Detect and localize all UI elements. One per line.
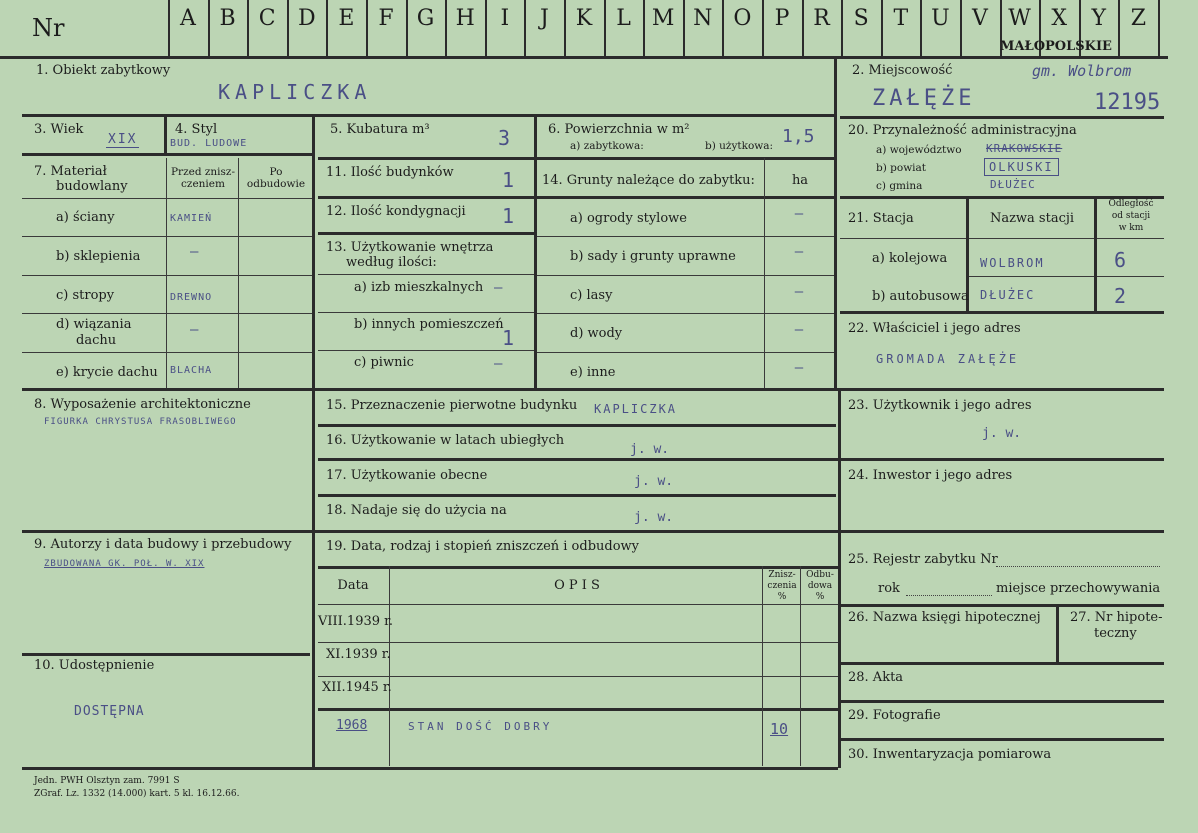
field-14-gardens-value: — (794, 206, 806, 222)
rule (22, 313, 312, 314)
field-11-value: 1 (502, 168, 517, 192)
rule (318, 708, 838, 711)
rule (22, 388, 1164, 391)
index-letter: L (616, 6, 631, 31)
field-20-a-value: KRAKOWSKIE (986, 142, 1063, 155)
field-9-value: ZBUDOWANA GK. POŁ. W. XIX (44, 559, 205, 569)
field-7-roofing-before: BLACHA (170, 365, 213, 376)
field-3-value: XIX (108, 132, 138, 147)
field-7-row-roof-truss: dachu (76, 333, 117, 348)
field-21-bus-name: DŁUŻEC (980, 288, 1036, 302)
field-7-col-after: odbudowie (246, 178, 306, 190)
field-2-number: 12195 (1094, 90, 1161, 115)
rule (0, 56, 1168, 59)
index-letter: S (853, 6, 869, 31)
field-13-label: 13. Użytkowanie wnętrza (326, 240, 494, 255)
rule (1094, 196, 1097, 312)
rule (318, 424, 836, 427)
field-5-label: 5. Kubatura m³ (330, 122, 430, 137)
rule (536, 352, 834, 353)
index-letter: I (500, 6, 510, 31)
field-4-value: BUD. LUDOWE (170, 138, 248, 149)
field-7-col-before: czeniem (181, 178, 225, 190)
rule (22, 653, 310, 656)
field-27-label: 27. Nr hipote- (1070, 610, 1163, 625)
index-letter: E (338, 6, 355, 31)
rule (318, 196, 836, 199)
rule (534, 114, 537, 388)
field-21-col-distance: w km (1118, 223, 1144, 233)
field-15-label: 15. Przeznaczenie pierwotne budynku (326, 398, 578, 413)
field-7-row-roofing: e) krycie dachu (56, 365, 158, 380)
index-letter: G (416, 6, 435, 31)
field-13-label: według ilości: (346, 255, 437, 270)
field-18-value: j. w. (634, 510, 674, 525)
index-letter: J (539, 6, 549, 31)
field-13-sub-b: b) innych pomieszczeń (354, 317, 504, 332)
index-letter: A (180, 6, 196, 31)
field-25-year: rok (878, 581, 900, 596)
field-14-row-forests: c) lasy (570, 288, 613, 303)
rule (318, 494, 836, 497)
field-19-row-description: STAN DOŚĆ DOBRY (408, 720, 553, 733)
field-14-other-value: — (794, 360, 806, 376)
rule (536, 275, 834, 276)
field-14-row-orchards: b) sady i grunty uprawne (570, 249, 736, 264)
rule (840, 311, 1164, 314)
rule (834, 56, 837, 388)
field-7-row-roof-truss: d) wiązania (56, 317, 132, 332)
field-18-label: 18. Nadaje się do użycia na (326, 503, 507, 518)
field-13-c-value: — (494, 356, 505, 372)
field-19-label: 19. Data, rodzaj i stopień zniszczeń i odbudowy (326, 539, 640, 554)
field-1-value: KAPLICZKA (218, 80, 372, 104)
rule (22, 530, 1164, 533)
field-2-label: 2. Miejscowość (852, 63, 953, 78)
rule (318, 232, 534, 235)
field-29-label: 29. Fotografie (848, 708, 941, 723)
rule (318, 274, 534, 275)
field-14-unit: ha (791, 173, 809, 188)
field-25-storage: miejsce przechowywania (996, 581, 1161, 596)
index-letter: P (774, 6, 790, 31)
field-25-label: 25. Rejestr zabytku Nr (848, 552, 998, 567)
index-letter: Z (1130, 6, 1147, 31)
rule (764, 158, 765, 388)
field-19-col-rebuild: dowa (807, 581, 833, 591)
field-16-label: 16. Użytkowanie w latach ubiegłych (326, 433, 565, 448)
field-14-waters-value: — (794, 322, 806, 338)
index-letter: D (297, 6, 316, 31)
rule (536, 313, 834, 314)
field-2-gmina-note: gm. Wolbrom (1032, 62, 1132, 80)
field-14-forests-value: — (794, 284, 806, 300)
field-21-rail: a) kolejowa (872, 251, 948, 266)
field-20-sub-b: b) powiat (876, 162, 927, 174)
field-19-row-date: VIII.1939 r. (318, 614, 394, 629)
field-7-ceilings-before: DREWNO (170, 292, 213, 303)
field-19-row-date: XII.1945 r. (322, 680, 392, 695)
field-13-a-value: — (494, 280, 505, 296)
field-21-bus: b) autobusowa (872, 289, 969, 304)
rule (318, 157, 836, 160)
field-21-col-name: Nazwa stacji (989, 211, 1075, 226)
field-19-col-rebuild: Odbu- (806, 570, 834, 580)
field-20-sub-c: c) gmina (876, 180, 923, 192)
index-letter: F (378, 6, 394, 31)
field-17-label: 17. Użytkowanie obecne (326, 468, 488, 483)
field-13-sub-a: a) izb mieszkalnych (354, 280, 484, 295)
rule (840, 604, 1164, 607)
field-4-label: 4. Styl (175, 122, 218, 137)
rule (22, 352, 312, 353)
field-10-label: 10. Udostępnienie (34, 658, 155, 673)
field-21-label: 21. Stacja (848, 211, 914, 226)
field-20-b-value: OLKUSKI (984, 158, 1059, 176)
field-14-label: 14. Grunty należące do zabytku: (542, 173, 755, 188)
field-25-year-line (906, 594, 992, 596)
field-23-value: j. w. (982, 426, 1022, 441)
field-23-label: 23. Użytkownik i jego adres (848, 398, 1032, 413)
rule (389, 566, 390, 766)
printer-note: Jedn. PWH Olsztyn zam. 7991 S (34, 776, 180, 786)
field-6-label: 6. Powierzchnia w m² (548, 122, 690, 137)
rule (22, 198, 312, 199)
field-12-label: 12. Ilość kondygnacji (326, 204, 466, 219)
field-19-row-date: XI.1939 r. (326, 647, 391, 662)
rule (1056, 604, 1059, 662)
rule (238, 158, 239, 388)
field-21-col-distance: Odległość (1108, 199, 1154, 209)
field-9-label: 9. Autorzy i data budowy i przebudowy (34, 537, 292, 552)
field-27-label: teczny (1094, 626, 1137, 641)
field-7-label: 7. Materiał (34, 164, 107, 179)
field-20-label: 20. Przynależność administracyjna (848, 123, 1077, 138)
field-21-rail-distance: 6 (1114, 248, 1129, 272)
field-7-row-walls: a) ściany (56, 210, 115, 225)
field-13-sub-c: c) piwnic (354, 355, 414, 370)
field-19-col-description: O P I S (554, 578, 600, 593)
field-24-label: 24. Inwestor i jego adres (848, 468, 1013, 483)
index-letter: R (813, 6, 830, 31)
field-14-orchards-value: — (794, 244, 806, 260)
rule (536, 236, 834, 237)
field-3-label: 3. Wiek (34, 122, 84, 137)
field-7-row-vaults: b) sklepienia (56, 249, 141, 264)
field-6-value: 1,5 (782, 126, 815, 147)
field-7-col-before: Przed znisz- (170, 166, 235, 178)
field-19-row-destruction: 10 (770, 720, 789, 738)
field-1-label: 1. Obiekt zabytkowy (36, 63, 171, 78)
index-letter: X (1051, 6, 1068, 31)
field-10-value: DOSTĘPNA (74, 704, 145, 719)
field-6-sub-b: b) użytkowa: (705, 140, 774, 152)
index-letter: U (931, 6, 950, 31)
printer-note: ZGraf. Lz. 1332 (14.000) kart. 5 kl. 16.12.66. (34, 789, 240, 799)
field-7-truss-before: — (190, 322, 201, 338)
field-19-col-destruction: czenia (767, 581, 797, 591)
rule (312, 114, 315, 770)
field-21-col-distance: od stacji (1111, 211, 1151, 221)
rule (22, 767, 838, 770)
field-19-col-destruction: Znisz- (768, 570, 796, 580)
field-17-value: j. w. (634, 474, 674, 489)
index-letter: W (1008, 6, 1031, 31)
index-letter: O (733, 6, 752, 31)
field-8-value: FIGURKA CHRYSTUSA FRASOBLIWEGO (44, 417, 237, 427)
field-19-col-date: Data (337, 578, 369, 593)
rule (840, 238, 1164, 239)
field-19-col-rebuild: % (815, 592, 825, 602)
rule (22, 153, 312, 156)
field-2-value: ZAŁĘŻE (872, 86, 976, 111)
field-12-value: 1 (502, 204, 517, 228)
index-letter: C (258, 6, 276, 31)
field-20-c-value: DŁUŻEC (990, 178, 1036, 191)
field-7-col-after: Po (269, 166, 283, 178)
field-22-label: 22. Właściciel i jego adres (848, 321, 1021, 336)
nr-label: Nr (32, 14, 65, 42)
index-letter: Y (1091, 6, 1107, 31)
field-6-sub-a: a) zabytkowa: (570, 140, 644, 152)
field-19-col-destruction: % (777, 592, 787, 602)
rule (318, 350, 534, 351)
field-8-label: 8. Wyposażenie architektoniczne (34, 397, 251, 412)
rule (318, 312, 534, 313)
field-21-rail-name: WOLBROM (980, 256, 1045, 270)
rule (840, 662, 1164, 665)
field-7-walls-before: KAMIEŃ (170, 213, 213, 224)
rule (968, 276, 1164, 277)
index-letter: K (575, 6, 593, 31)
rule (840, 116, 1164, 119)
field-30-label: 30. Inwentaryzacja pomiarowa (848, 747, 1052, 762)
rule (22, 236, 312, 237)
field-14-row-gardens: a) ogrody stylowe (570, 211, 687, 226)
field-7-vaults-before: — (190, 244, 201, 260)
index-letter: T (893, 6, 909, 31)
rule (166, 158, 167, 388)
field-20-sub-a: a) województwo (876, 144, 962, 156)
field-5-value: 3 (498, 126, 513, 150)
field-21-bus-distance: 2 (1114, 284, 1129, 308)
field-15-value: KAPLICZKA (594, 402, 678, 416)
rule (164, 114, 167, 154)
rule (840, 738, 1164, 741)
field-13-b-value: 1 (502, 326, 517, 350)
field-14-row-other: e) inne (570, 365, 616, 380)
field-7-row-ceilings: c) stropy (56, 288, 115, 303)
index-letter: H (455, 6, 475, 31)
field-28-label: 28. Akta (848, 670, 904, 685)
field-25-number-line (996, 565, 1160, 567)
field-19-row-date: 1968 (336, 718, 368, 733)
index-letter: V (972, 6, 988, 31)
letter-divider (1158, 0, 1160, 56)
rule (318, 458, 1164, 461)
index-letter: M (651, 6, 675, 31)
region-stamp: MAŁOPOLSKIE (1000, 39, 1112, 54)
rule (840, 700, 1164, 703)
field-26-label: 26. Nazwa księgi hipotecznej (848, 610, 1041, 625)
field-14-row-waters: d) wody (570, 326, 623, 341)
index-letter: B (219, 6, 236, 31)
rule (22, 114, 834, 117)
field-16-value: j. w. (630, 442, 670, 457)
index-letter: N (693, 6, 713, 31)
field-11-label: 11. Ilość budynków (326, 165, 454, 180)
field-22-value: GROMADA ZAŁĘŻE (876, 352, 1020, 366)
field-7-label: budowlany (56, 179, 128, 194)
rule (22, 275, 312, 276)
